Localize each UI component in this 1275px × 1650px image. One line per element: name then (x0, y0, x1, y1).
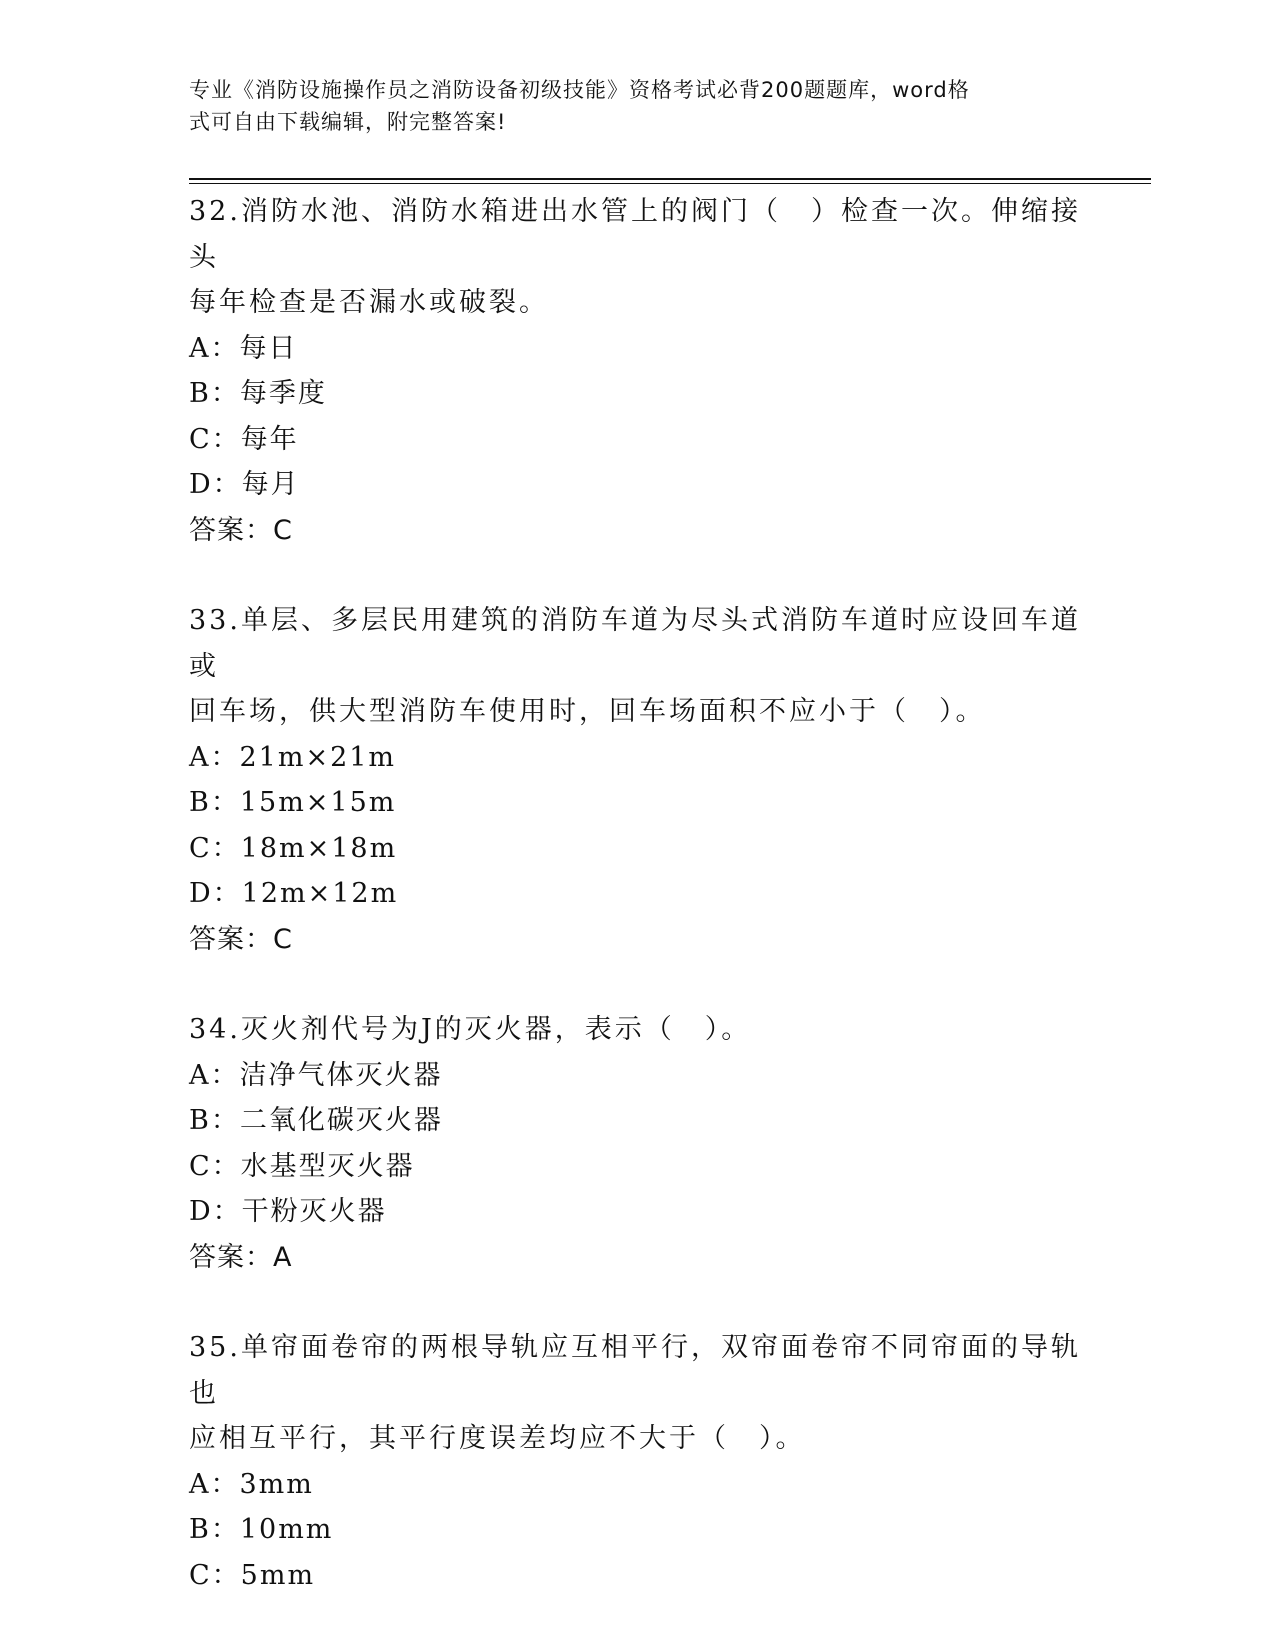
answer-line: 答案：C (189, 923, 293, 955)
option-a: A：21m×21m (189, 741, 397, 773)
question-stem-line: 32.消防水池、消防水箱进出水管上的阀门（ ）检查一次。伸缩接头 (189, 196, 1081, 273)
header-line-1: 专业《消防设施操作员之消防设备初级技能》资格考试必背200题题库，word格 (189, 78, 970, 102)
question-stem-line: 34.灭火剂代号为J的灭火器，表示（ ）。 (189, 1014, 752, 1045)
header-divider-thin (189, 183, 1151, 184)
question-stem-line: 每年检查是否漏水或破裂。 (189, 287, 549, 318)
answer-line: 答案：A (189, 1241, 293, 1273)
option-c: C：18m×18m (189, 832, 398, 864)
option-a: A：3mm (189, 1468, 314, 1500)
header-divider-thick (189, 178, 1151, 180)
question-35 (189, 1325, 1089, 1598)
answer-line: 答案：C (189, 514, 293, 546)
document-header (189, 74, 1069, 138)
option-b: B：15m×15m (189, 787, 397, 818)
option-a: A：每日 (189, 332, 298, 364)
option-b: B：每季度 (189, 378, 327, 409)
question-list (189, 189, 1089, 1643)
option-b: B：10mm (189, 1514, 334, 1545)
question-stem-line: 应相互平行，其平行度误差均应不大于（ ）。 (189, 1423, 806, 1454)
option-b: B：二氧化碳灭火器 (189, 1105, 443, 1136)
question-stem-line: 35.单帘面卷帘的两根导轨应互相平行，双帘面卷帘不同帘面的导轨也 (189, 1332, 1081, 1409)
option-c: C：5mm (189, 1559, 316, 1591)
option-d: D：干粉灭火器 (189, 1196, 387, 1227)
question-stem-line: 回车场，供大型消防车使用时，回车场面积不应小于（ ）。 (189, 696, 986, 727)
question-32 (189, 189, 1089, 553)
header-line-2: 式可自由下载编辑，附完整答案! (189, 110, 507, 134)
question-33 (189, 598, 1089, 962)
question-34 (189, 1007, 1089, 1280)
option-c: C：每年 (189, 423, 299, 455)
option-d: D：每月 (189, 469, 300, 500)
option-d: D：12m×12m (189, 878, 399, 909)
question-stem-line: 33.单层、多层民用建筑的消防车道为尽头式消防车道时应设回车道或 (189, 605, 1081, 682)
option-c: C：水基型灭火器 (189, 1150, 415, 1182)
option-a: A：洁净气体灭火器 (189, 1059, 443, 1091)
